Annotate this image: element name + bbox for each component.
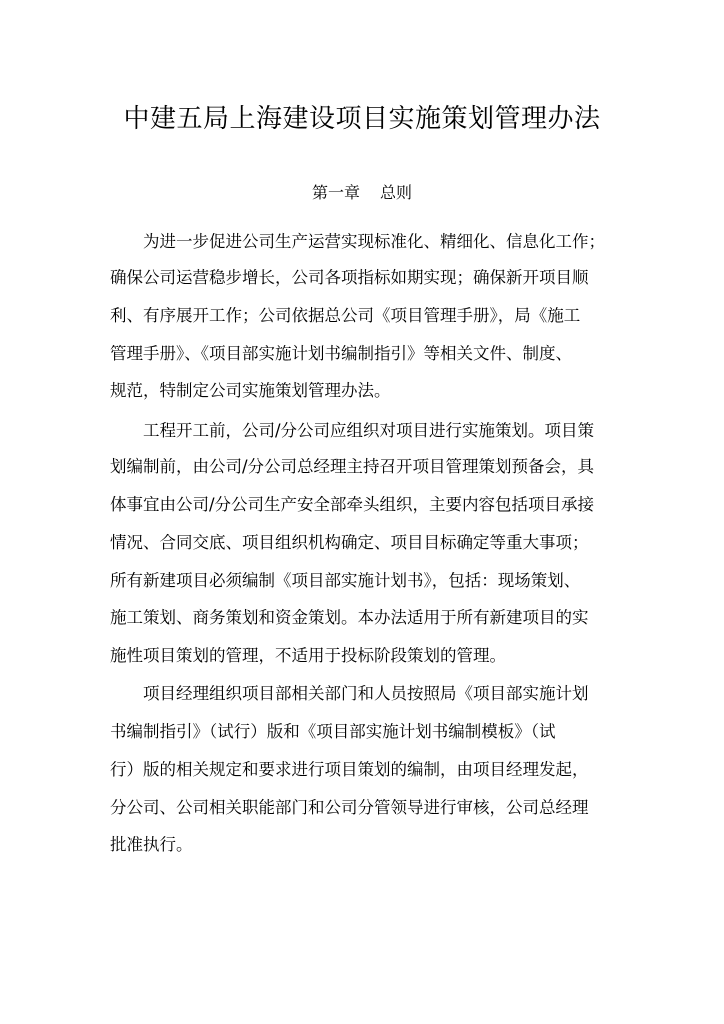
paragraph-line: 施工策划、商务策划和资金策划。本办法适用于所有新建项目的实 — [110, 608, 589, 627]
chapter-name: 总则 — [380, 183, 413, 202]
chapter-number: 第一章 — [311, 183, 360, 202]
paragraph-line: 批准执行。 — [110, 835, 193, 854]
paragraph-line: 利、有序展开工作；公司依据总公司《项目管理手册》，局《施工 — [110, 306, 581, 325]
document-title: 中建五局上海建设项目实施策划管理办法 — [123, 104, 601, 134]
paragraph-line: 划编制前，由公司/分公司总经理主持召开项目管理策划预备会，具 — [110, 457, 595, 476]
chapter-heading — [0, 181, 724, 205]
paragraph-line: 书编制指引》（试行）版和《项目部实施计划书编制模板》（试 — [110, 722, 556, 741]
paragraph-line: 体事宜由公司/分公司生产安全部牵头组织，主要内容包括项目承接 — [110, 495, 595, 514]
paragraph-line: 确保公司运营稳步增长，公司各项指标如期实现；确保新开项目顺 — [110, 268, 589, 287]
paragraph-line: 行）版的相关规定和要求进行项目策划的编制，由项目经理发起， — [110, 760, 589, 779]
paragraph-line: 管理手册》、《项目部实施计划书编制指引》等相关文件、制度、 — [110, 344, 572, 363]
paragraph-line: 为进一步促进公司生产运营实现标准化、精细化、信息化工作； — [143, 232, 605, 251]
paragraph-line: 项目经理组织项目部相关部门和人员按照局《项目部实施计划 — [143, 684, 589, 703]
paragraph-line: 分公司、公司相关职能部门和公司分管领导进行审核，公司总经理 — [110, 798, 589, 817]
paragraph-line: 规范，特制定公司实施策划管理办法。 — [110, 381, 391, 400]
paragraph-line: 情况、合同交底、项目组织机构确定、项目目标确定等重大事项； — [110, 533, 589, 552]
paragraph-line: 工程开工前，公司/分公司应组织对项目进行实施策划。项目策 — [143, 421, 595, 440]
paragraph-line: 所有新建项目必须编制《项目部实施计划书》，包括：现场策划、 — [110, 571, 581, 590]
paragraph-line: 施性项目策划的管理，不适用于投标阶段策划的管理。 — [110, 646, 506, 665]
